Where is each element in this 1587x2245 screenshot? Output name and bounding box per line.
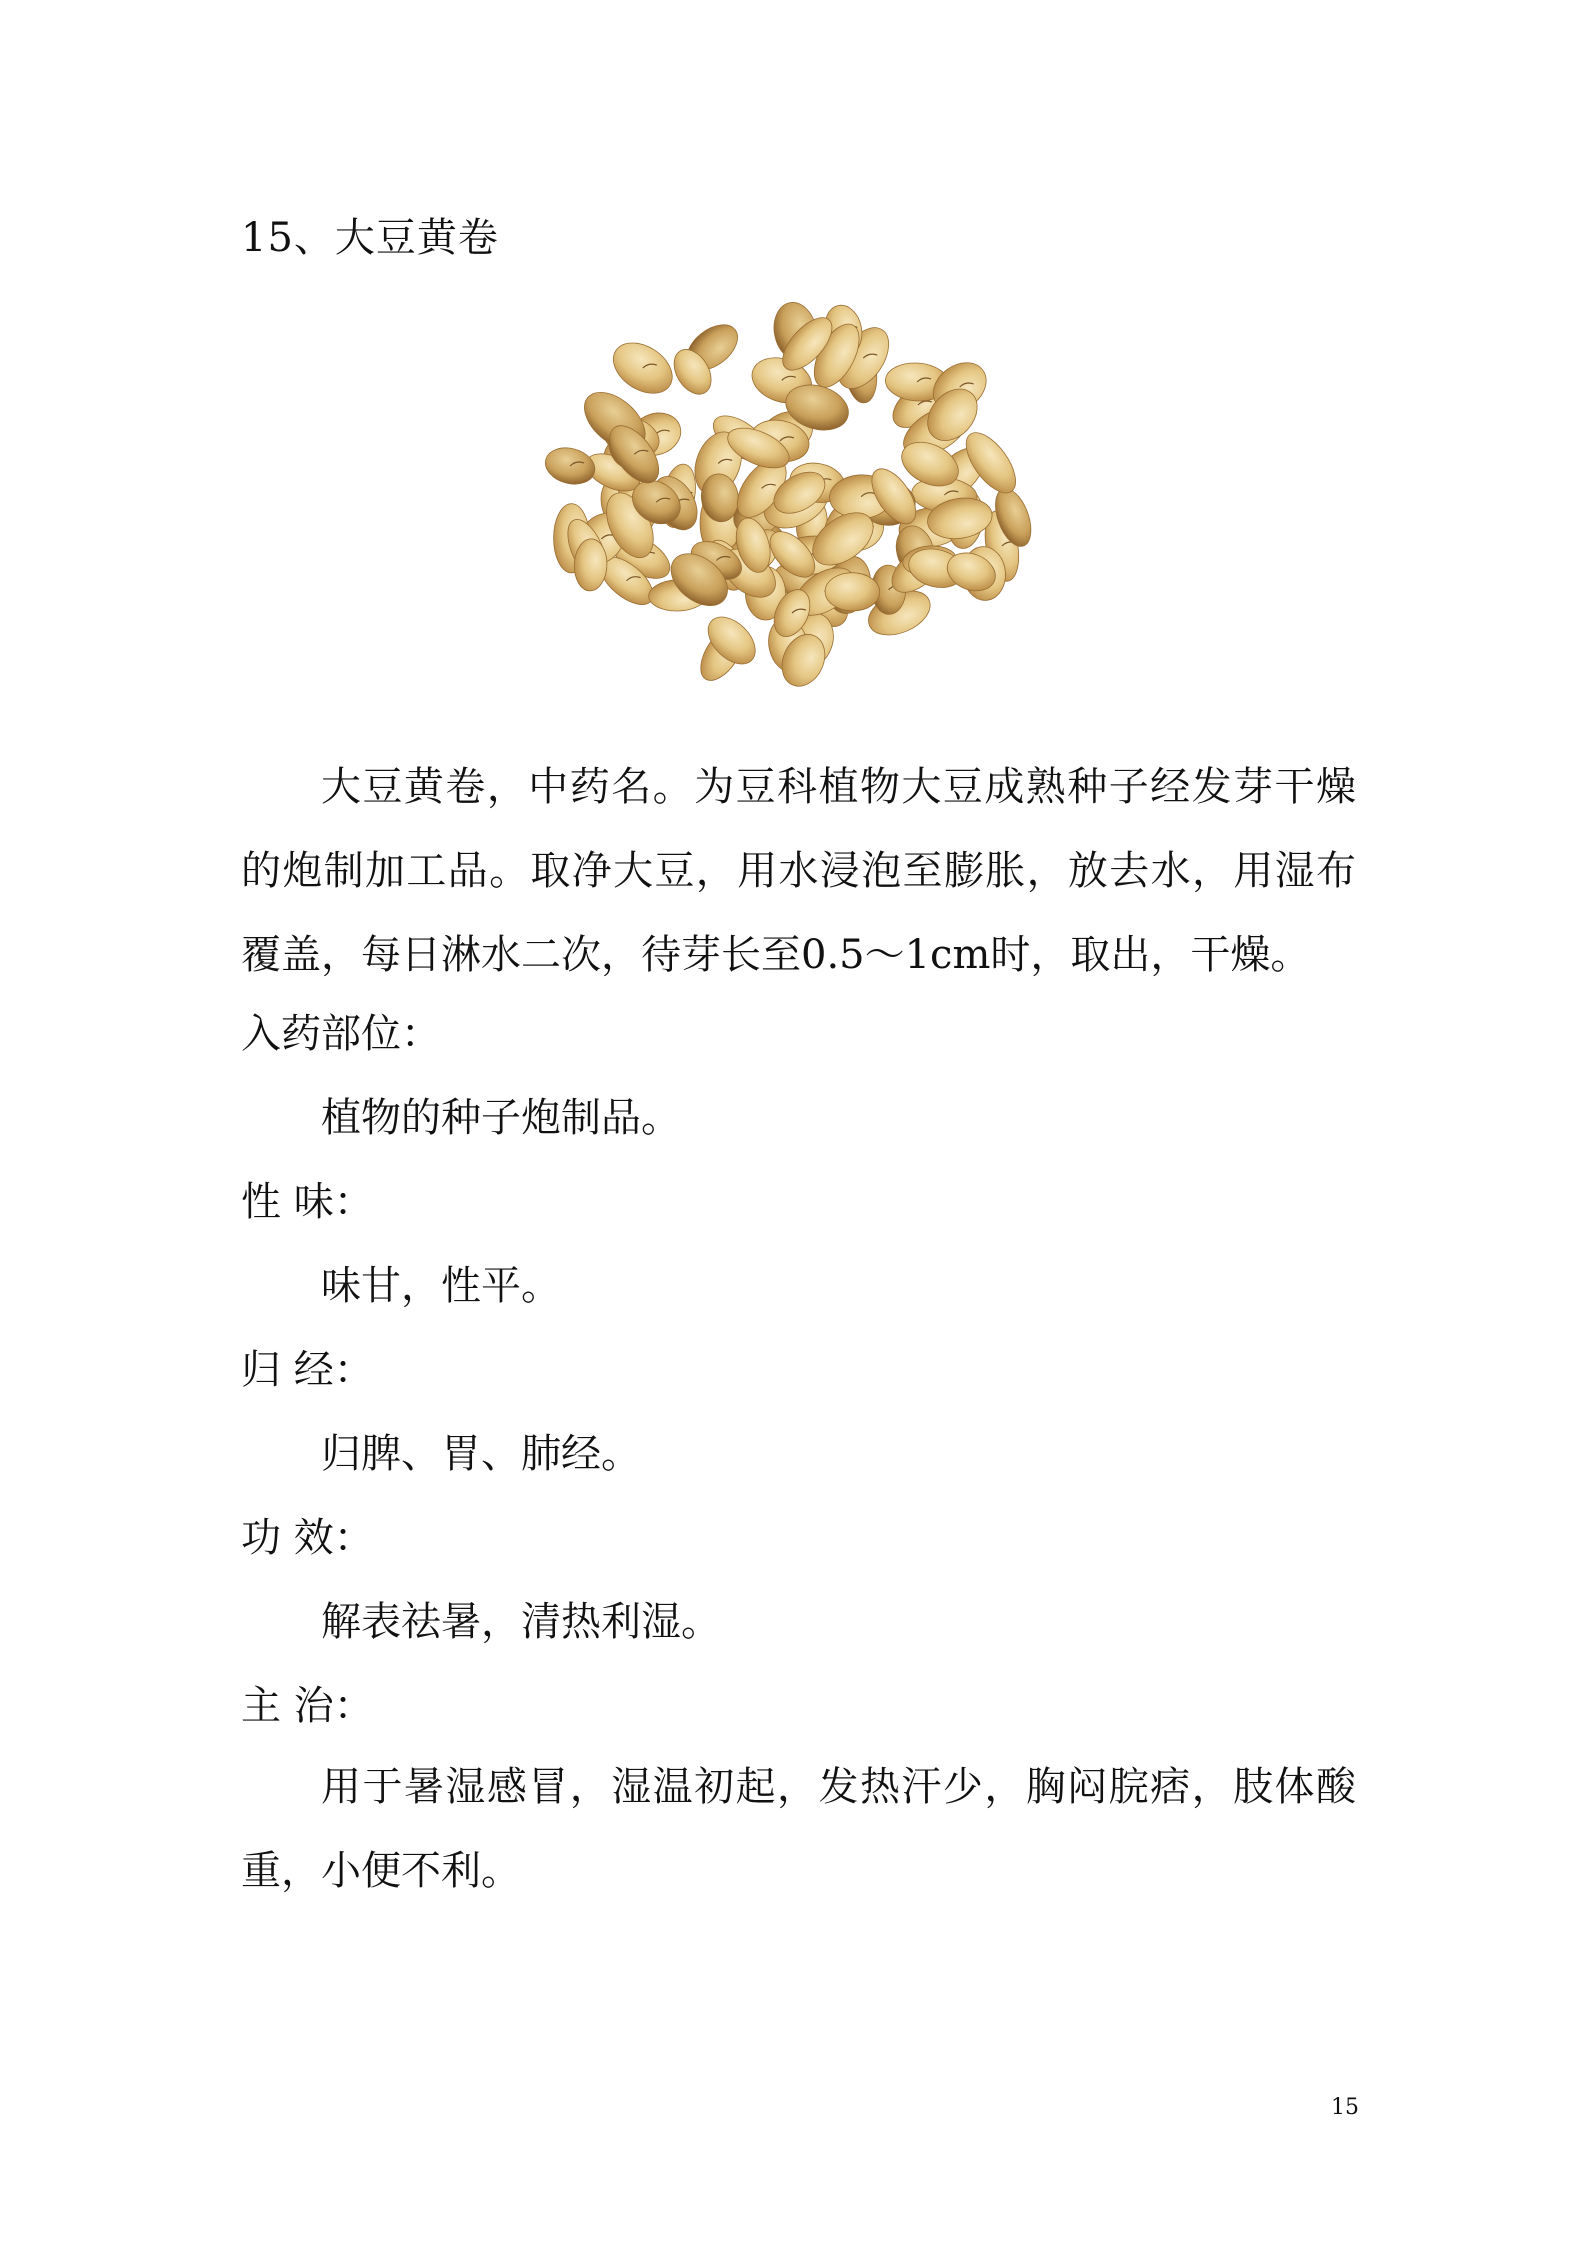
- page-title: 15、大豆黄卷: [241, 215, 499, 261]
- section-text-effect: 解表祛暑，清热利湿。: [321, 1599, 721, 1645]
- section-text-meridian: 归脾、胃、肺经。: [321, 1431, 641, 1477]
- soybean: [825, 572, 880, 611]
- section-heading-meridian: 归 经：: [241, 1347, 374, 1393]
- section-text-part: 植物的种子炮制品。: [321, 1095, 681, 1141]
- section-heading-taste: 性 味：: [241, 1179, 374, 1225]
- intro-paragraph: 大豆黄卷，中药名。为豆科植物大豆成熟种子经发芽干燥的炮制加工品。取净大豆，用水浸泡至膨胀，放去水，用湿布覆盖，每日淋水二次，待芽长至0.5～1cm时，取出，干燥。: [241, 764, 1356, 978]
- bean-pile: [541, 299, 1037, 693]
- section-text-taste: 味甘，性平。: [321, 1263, 561, 1309]
- soybean: [541, 443, 599, 490]
- section-heading-part: 入药部位：: [241, 1011, 441, 1057]
- page-number: 15: [1331, 2095, 1359, 2120]
- section-heading-effect: 功 效：: [241, 1515, 374, 1561]
- section-heading-indication: 主 治：: [241, 1683, 374, 1729]
- section-text-indication: 用于暑湿感冒，湿温初起，发热汗少，胸闷脘痞，肢体酸重，小便不利。: [241, 1764, 1356, 1894]
- soybean-photo: [520, 280, 1060, 720]
